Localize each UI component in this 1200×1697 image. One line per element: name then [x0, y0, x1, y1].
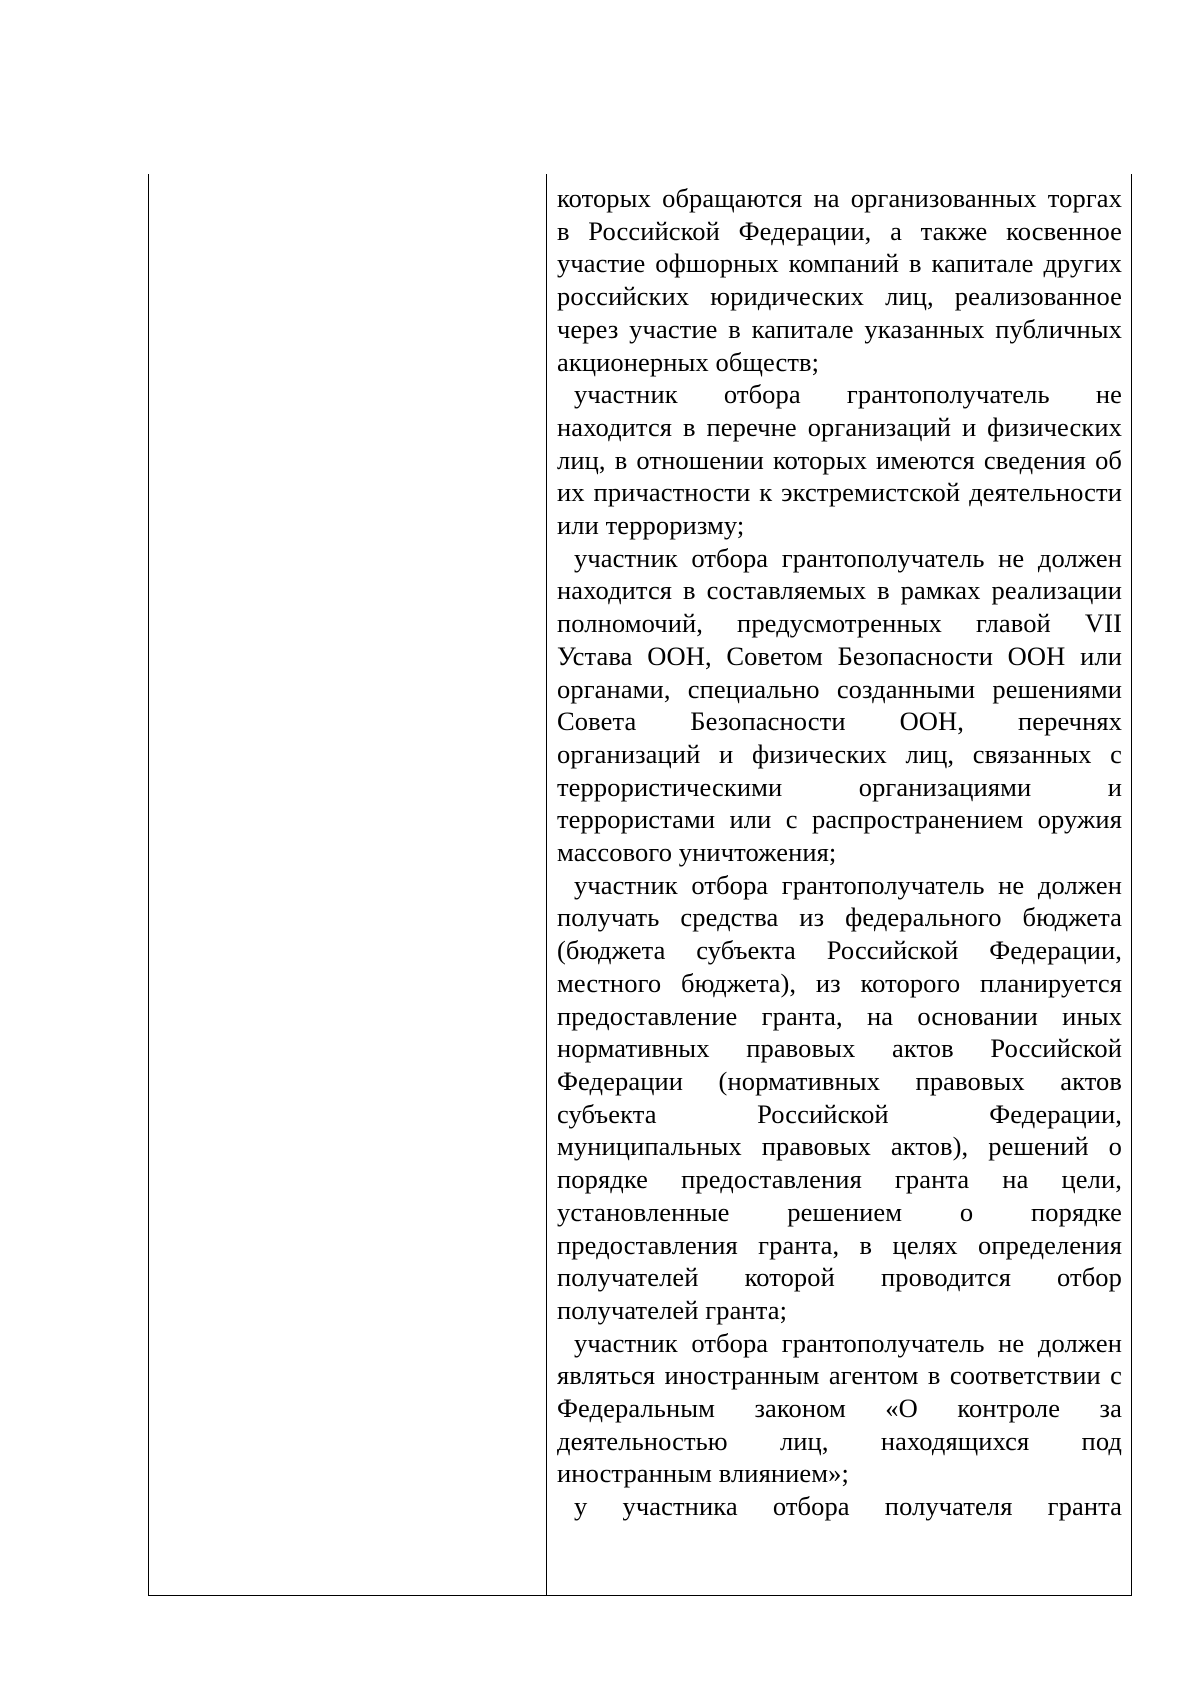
paragraph-extremism-list: участник отбора грантополучатель не находится в перечне организаций и физических лиц, в отношении которых имеются сведения об их причастности к экстремистской деятельности или терроризму;: [557, 379, 1122, 541]
paragraph-grant-recipient: у участника отбора получателя гранта: [574, 1491, 1122, 1522]
table-right-cell: [547, 174, 1131, 1595]
paragraph-budget-funds: участник отбора грантополучатель не должен получать средства из федерального бюджета (бюджета субъекта Российской Федерации, местного бюджета), из которого планируется предоставление гранта, на основании иных нормативных правовых актов Российской Федерации (нормативных правовых актов субъекта Российской Федерации, муниципальных правовых актов), решений о порядке предоставления гранта на цели, установленные решением о порядке предоставления гранта, в целях определения получателей которой проводится отбор получателей гранта;: [557, 869, 1122, 1325]
paragraph-offshore-participation: которых обращаются на организованных торгах в Российской Федерации, а также косвенное участие офшорных компаний в капитале других российских юридических лиц, реализованное через участие в капитале указанных публичных акционерных обществ;: [557, 183, 1122, 377]
paragraph-foreign-agent: участник отбора грантополучатель не должен являться иностранным агентом в соответствии с Федеральным законом «О контроле за деятельностью лиц, находящихся под иностранным влиянием»;: [557, 1327, 1122, 1489]
table-left-cell: [149, 174, 547, 1595]
document-table: [148, 174, 1132, 1596]
paragraph-un-security-council-list: участник отбора грантополучатель не должен находится в составляемых в рамках реализации полномочий, предусмотренных главой VII Устава ООН, Советом Безопасности ООН или органами, специально созданными решениями Совета Безопасности ООН, перечнях организаций и физических лиц, связанных с террористическими организациями и террористами или с распространением оружия массового уничтожения;: [557, 542, 1122, 868]
